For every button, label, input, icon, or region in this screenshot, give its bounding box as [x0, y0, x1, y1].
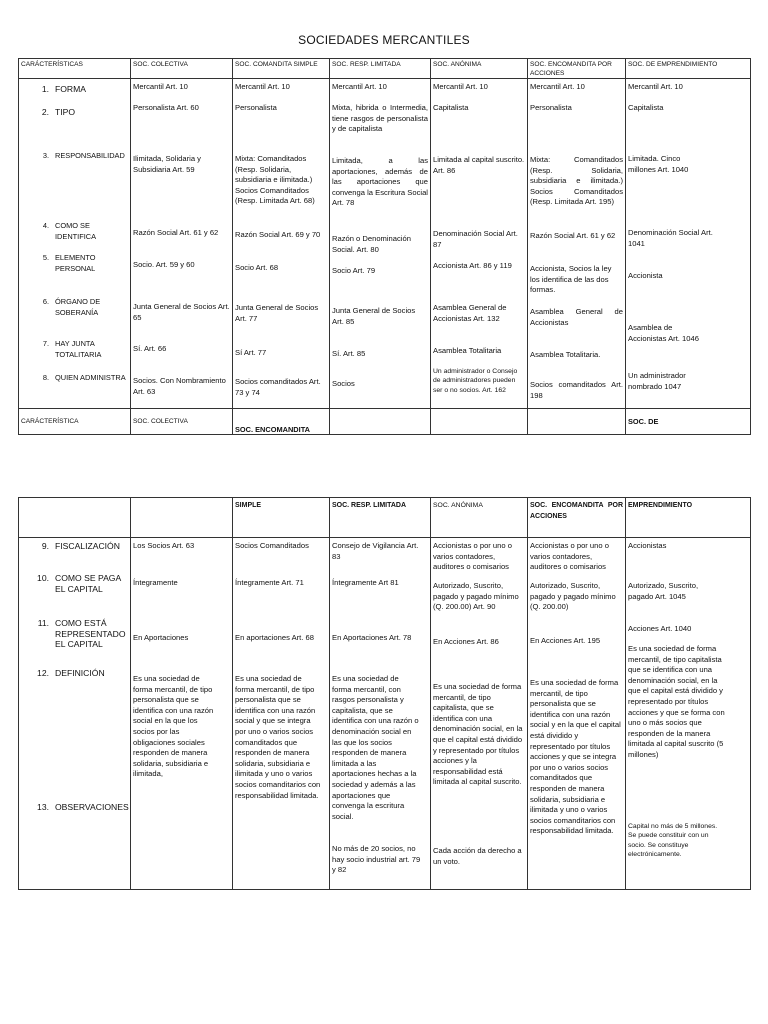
header-cell: SOC. ANÓNIMA — [431, 498, 528, 538]
header-cell — [131, 498, 233, 538]
row-label: FORMA — [55, 84, 87, 94]
row-number: 5. — [42, 253, 49, 262]
table-cell: Junta General de Socios Art. 77 — [235, 303, 319, 323]
table-cell: Es una sociedad de forma mercantil, de tipo capitalista que se identifica con una denominación social, en la que el capital está dividido y representado por títulos acciones y que se forma con uno o más socios que responden de la manera limitada al capital suscrito (5 millones) — [628, 644, 725, 759]
header-cell: SOC. DE EMPRENDIMIENTO — [626, 59, 751, 79]
table-cell: Personalista — [235, 103, 277, 112]
anonima-column — [431, 79, 528, 409]
table-cell: Autorizado, Suscrito, pagado y pagado mínimo (Q. 200.00) — [530, 581, 616, 612]
row-number: 9. — [41, 541, 49, 551]
row-label: TIPO — [55, 107, 76, 117]
table-footer-row — [19, 409, 751, 435]
table-cell: Razón o Denominación Social. Art. 80 — [332, 234, 411, 254]
table-cell: Asamblea Totalitaria — [433, 346, 502, 355]
table-cell: Accionistas o por uno o varios contadores, auditores o comisarios — [433, 541, 512, 572]
emprendimiento-column — [626, 79, 751, 409]
header-cell — [19, 498, 131, 538]
footer-cell — [528, 409, 626, 435]
row-number: 6. — [42, 297, 49, 306]
table-header-row — [19, 498, 751, 538]
table-cell: Cada acción da derecho a un voto. — [433, 846, 522, 866]
row-label: COMO SE IDENTIFICA — [55, 221, 97, 241]
row-label: QUIEN ADMINISTRA — [55, 373, 126, 382]
table-cell: Ilimitada, Solidaria y Subsidiaria Art. 59 — [133, 154, 201, 174]
header-cell: EMPRENDIMIENTO — [626, 498, 751, 538]
table-cell: Socios — [332, 379, 355, 388]
table-cell: Socios. Con Nombramiento Art. 63 — [133, 376, 226, 396]
table-cell: Autorizado, Suscrito, pagado Art. 1045 — [628, 581, 699, 601]
table-cell: Mercantil Art. 10 — [433, 82, 488, 91]
header-cell: SOC. ENCOMANDITA POR ACCIONES — [528, 59, 626, 79]
row-number: 3. — [42, 151, 49, 160]
footer-cell: SOC. ENCOMANDITA — [233, 409, 330, 435]
table-cell: Mercantil Art. 10 — [133, 82, 188, 91]
table-cell: Un administrador o Consejo de administradores pueden ser o no socios. Art. 162 — [433, 368, 518, 394]
table-cell: En Aportaciones — [133, 633, 189, 642]
table-cell: Socio. Art. 59 y 60 — [133, 260, 195, 269]
encomandita-acciones-column — [528, 538, 626, 890]
table-cell: Socio Art. 68 — [235, 263, 279, 272]
footer-cell: SOC. COLECTIVA — [131, 409, 233, 435]
table-cell: No más de 20 socios, no hay socio industrial art. 79 y 82 — [332, 844, 421, 875]
table-cell: Los Socios Art. 63 — [133, 541, 195, 550]
table-cell: Es una sociedad de forma mercantil, con rasgos personalista y capitalista, que se identifica con una razón o denominación social en las que los socios responden de manera limitada a las aportaciones hechas a la sociedad y además a las aportaciones que convenga la escritura social. — [332, 674, 419, 821]
header-cell: SOC. RESP. LIMITADA — [330, 59, 431, 79]
page-title: SOCIEDADES MERCANTILES — [298, 33, 470, 47]
header-cell: SOC. ENCOMANDITA POR ACCIONES — [528, 498, 626, 538]
emprendimiento-column — [626, 538, 751, 890]
table-cell: Socio Art. 79 — [332, 266, 376, 275]
table-cell: Un administrador nombrado 1047 — [628, 371, 686, 391]
row-label: ÓRGANO DE SOBERANÍA — [55, 297, 101, 317]
anonima-column — [431, 538, 528, 890]
table-cell: Sí. Art. 85 — [332, 349, 366, 358]
row-label: HAY JUNTA TOTALITARIA — [55, 339, 102, 359]
table-cell: Autorizado, Suscrito, pagado y pagado mínimo (Q. 200.00) Art. 90 — [433, 581, 519, 612]
header-cell: SOC. COLECTIVA — [131, 59, 233, 79]
table-cell: Personalista — [530, 103, 572, 112]
table-cell: Íntegramente Art. 71 — [235, 578, 304, 587]
table-cell: En Aportaciones Art. 78 — [332, 633, 412, 642]
header-cell: SOC. ANÓNIMA — [431, 59, 528, 79]
table-cell: Limitada al capital suscrito. Art. 86 — [433, 155, 525, 175]
table-cell: Accionista — [628, 271, 663, 280]
resp-limitada-column — [330, 79, 431, 409]
table-cell: Capital no más de 5 millones. Se puede constituir con un socio. Se constituye electrónicamente. — [628, 823, 718, 859]
table-cell: Denominación Social Art. 87 — [433, 229, 518, 249]
table-cell: Íntegramente — [133, 578, 178, 587]
row-number: 12. — [37, 668, 49, 678]
row-number: 13. — [37, 802, 49, 812]
table-cell: Es una sociedad de forma mercantil, de tipo personalista que se identifica con una razón social y que se integra por uno o varios socios comanditados que responden de manera solidaria, subsidiaria e ilimitada y uno o varios socios comanditarios con responsabilidad limitada. — [235, 674, 321, 800]
footer-cell: CARÁCTERÍSTICA — [19, 409, 131, 435]
table-cell: Sí Art. 77 — [235, 348, 267, 357]
table-cell: Es una sociedad de forma mercantil, de tipo personalista que se identifica con una razón social y en la que el capital está dividido y representado por títulos acciones y que se integra por uno o varios socios comanditados que responden de manera solidaria, subsidiaria e ilimitada y uno o varios socios comanditarios con responsabilidad limitada. — [530, 678, 621, 836]
table-cell: Mercantil Art. 10 — [530, 82, 585, 91]
colectiva-column — [131, 79, 233, 409]
table-cell: Personalista Art. 60 — [133, 103, 199, 112]
table-cell: Socios Comanditados — [235, 541, 309, 550]
table-cell: Mixta, hibrida o Intermedia, tiene rasgos de personalista y de capitalista — [332, 103, 428, 134]
row-label: RESPONSABILIDAD — [55, 151, 125, 160]
table-cell: Accionista, Socios la ley los identifica de las dos formas. — [530, 264, 612, 295]
table-cell: Es una sociedad de forma mercantil, de tipo personalista que se identifica con una razón social en la que los socios por las obligaciones sociales responden de manera solidaria, subsidiaria e ilimitada, — [133, 674, 214, 779]
resp-limitada-column — [330, 538, 431, 890]
table-cell: Accionistas o por uno o varios contadores, auditores o comisarios — [530, 541, 609, 572]
table-cell: Asamblea Totalitaria. — [530, 350, 601, 359]
table-cell: Capitalista — [628, 103, 664, 112]
table-cell: Mercantil Art. 10 — [628, 82, 683, 91]
table-cell: En aportaciones Art. 68 — [235, 633, 314, 642]
row-label: COMO ESTÁ REPRESENTADO EL CAPITAL — [55, 618, 126, 649]
row-number: 4. — [42, 221, 49, 230]
table-cell: Asamblea General de Accionistas Art. 132 — [433, 303, 507, 323]
row-label: FISCALIZACIÓN — [55, 541, 120, 551]
table-2 — [18, 497, 751, 890]
row-number: 8. — [42, 373, 49, 382]
table-cell: Sí. Art. 66 — [133, 344, 167, 353]
table-cell: Consejo de Vigilancia Art. 83 — [332, 541, 419, 561]
comandita-simple-column — [233, 79, 330, 409]
table-cell: Razón Social Art. 61 y 62 — [133, 228, 219, 237]
table-cell: Razón Social Art. 69 y 70 — [235, 230, 321, 239]
table-cell: Socios comanditados Art. 198 — [530, 380, 623, 400]
table-cell: Mixta: Comanditados (Resp. Solidaria, subsidiaria e ilimitada.) Socios Comanditados (Resp. Limitada Art. 195) — [530, 155, 623, 207]
table-cell: Asamblea de Accionistas Art. 1046 — [628, 323, 699, 343]
row-label: ELEMENTO PERSONAL — [55, 253, 96, 273]
table-cell: Junta General de Socios Art. 65 — [133, 302, 230, 322]
footer-cell — [431, 409, 528, 435]
colectiva-column — [131, 538, 233, 890]
encomandita-acciones-column — [528, 79, 626, 409]
table-1 — [18, 58, 751, 435]
table-cell: En Acciones Art. 86 — [433, 637, 499, 646]
table-cell: Mixta: Comanditados (Resp. Solidaria, subsidiaria e ilimitada.) Socios Comanditados (Resp. Limitada Art. 68) — [235, 154, 315, 206]
table-cell: Junta General de Socios Art. 85 — [332, 306, 416, 326]
comandita-simple-column — [233, 538, 330, 890]
row-number: 10. — [37, 573, 49, 583]
table-cell: Acciones Art. 1040 — [628, 624, 692, 633]
header-cell: CARÁCTERÍSTICAS — [19, 59, 131, 79]
characteristics-column — [19, 538, 131, 890]
header-cell: SOC. RESP. LIMITADA — [330, 498, 431, 538]
footer-cell — [330, 409, 431, 435]
table-cell: Limitada, a las aportaciones, además de las aportaciones que convenga la Escritura Social Art. 78 — [332, 156, 428, 208]
row-number: 2. — [41, 107, 49, 117]
table-cell: Es una sociedad de forma mercantil, de tipo capitalista, que se identifica con una denominación social, en la que el capital está dividido y representado por títulos acciones y la responsabilidad está limitada al capital suscrito. — [433, 682, 523, 787]
row-number: 7. — [42, 339, 49, 348]
table-cell: Razón Social Art. 61 y 62 — [530, 231, 616, 240]
table-cell: Limitada. Cinco millones Art. 1040 — [628, 154, 689, 174]
table-body-row — [19, 538, 751, 890]
table-cell: Asamblea General de Accionistas — [530, 307, 623, 327]
row-number: 11. — [37, 618, 49, 628]
table-cell: Socios comanditados Art. 73 y 74 — [235, 377, 321, 397]
table-cell: Accionistas — [628, 541, 667, 550]
characteristics-column — [19, 79, 131, 409]
table-cell: Denominación Social Art. 1041 — [628, 228, 713, 248]
table-header-row — [19, 59, 751, 79]
table-body-row — [19, 79, 751, 409]
row-label: DEFINICIÓN — [55, 668, 105, 678]
table-cell: Capitalista — [433, 103, 469, 112]
header-cell: SOC. COMANDITA SIMPLE — [233, 59, 330, 79]
row-label: OBSERVACIONES — [55, 802, 129, 812]
table-cell: Accionista Art. 86 y 119 — [433, 261, 512, 270]
footer-cell: SOC. DE — [626, 409, 751, 435]
header-cell: SIMPLE — [233, 498, 330, 538]
row-label: COMO SE PAGA EL CAPITAL — [55, 573, 121, 594]
table-cell: Íntegramente Art 81 — [332, 578, 399, 587]
table-cell: En Acciones Art. 195 — [530, 636, 601, 645]
table-cell: Mercantil Art. 10 — [235, 82, 290, 91]
row-number: 1. — [41, 84, 49, 94]
table-cell: Mercantil Art. 10 — [332, 82, 387, 91]
